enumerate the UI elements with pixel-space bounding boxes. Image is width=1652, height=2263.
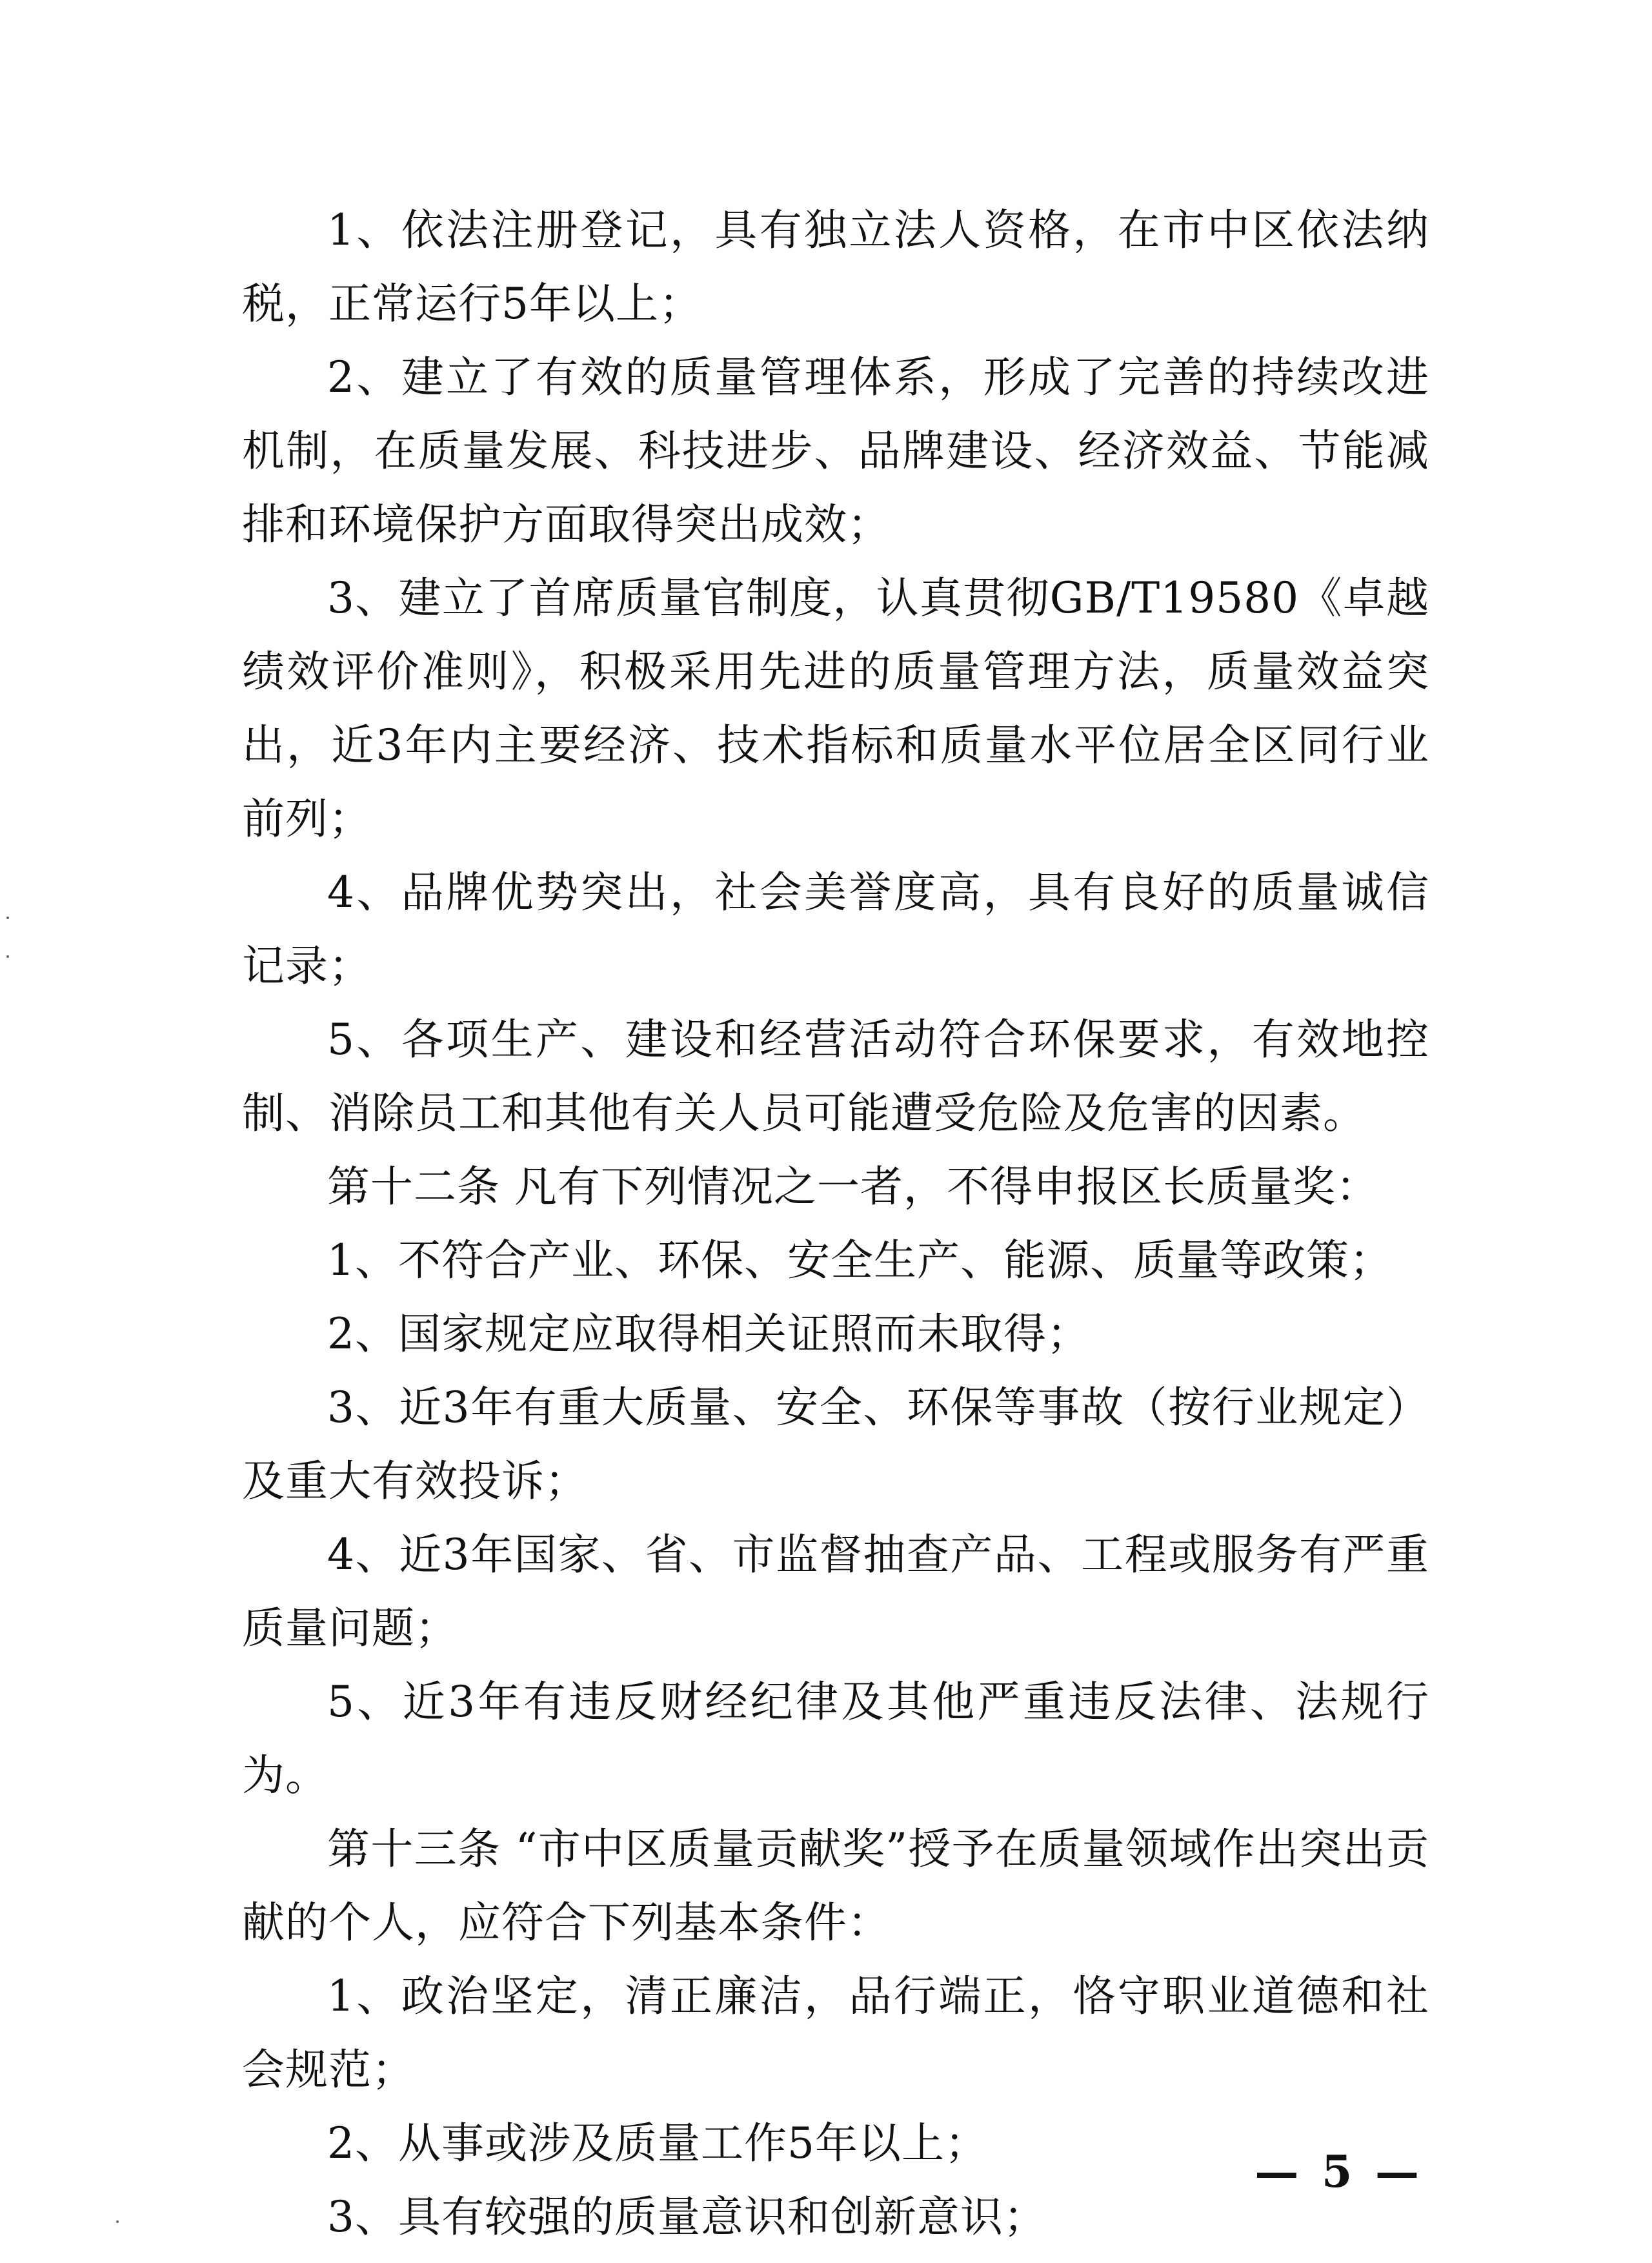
paragraph-4: 4、品牌优势突出，社会美誉度高，具有良好的质量诚信记录；	[242, 868, 1429, 991]
paragraph-3: 3、建立了首席质量官制度，认真贯彻GB/T19580《卓越绩效评价准则》，积极采用先进的质量管理方法，质量效益突出，近3年内主要经济、技术指标和质量水平位居全区同行业前列；	[242, 573, 1429, 844]
body-text	[242, 194, 1429, 2254]
article-13-heading: 第十三条 “市中区质量贡献奖”授予在质量领域作出突出贡献的个人，应符合下列基本条件：	[242, 1824, 1429, 1947]
paragraph-8: 3、近3年有重大质量、安全、环保等事故（按行业规定）及重大有效投诉；	[242, 1383, 1429, 1506]
article-12-heading: 第十二条 凡有下列情况之一者，不得申报区长质量奖：	[327, 1162, 1379, 1212]
paragraph-6: 1、不符合产业、环保、安全生产、能源、质量等政策；	[327, 1235, 1393, 1285]
paragraph-11: 1、政治坚定，清正廉洁，品行端正，恪守职业道德和社会规范；	[242, 1971, 1429, 2095]
page-number: — 5 —	[1254, 2146, 1423, 2198]
paragraph-1: 1、依法注册登记，具有独立法人资格，在市中区依法纳税，正常运行5年以上；	[242, 205, 1429, 329]
scan-speck	[6, 955, 9, 958]
paragraph-9: 4、近3年国家、省、市监督抽查产品、工程或服务有严重质量问题；	[242, 1530, 1429, 1653]
scan-speck	[6, 917, 9, 919]
paragraph-10: 5、近3年有违反财经纪律及其他严重违反法律、法规行为。	[242, 1677, 1429, 1800]
paragraph-12: 2、从事或涉及质量工作5年以上；	[327, 2118, 988, 2168]
paragraph-5: 5、各项生产、建设和经营活动符合环保要求，有效地控制、消除员工和其他有关人员可能遭受危险及危害的因素。	[242, 1015, 1429, 1138]
paragraph-13: 3、具有较强的质量意识和创新意识；	[327, 2192, 1047, 2242]
paragraph-2: 2、建立了有效的质量管理体系，形成了完善的持续改进机制，在质量发展、科技进步、品牌建设、经济效益、节能减排和环境保护方面取得突出成效；	[242, 352, 1429, 549]
paragraph-7: 2、国家规定应取得相关证照而未取得；	[327, 1309, 1090, 1359]
scan-speck	[116, 2220, 119, 2223]
